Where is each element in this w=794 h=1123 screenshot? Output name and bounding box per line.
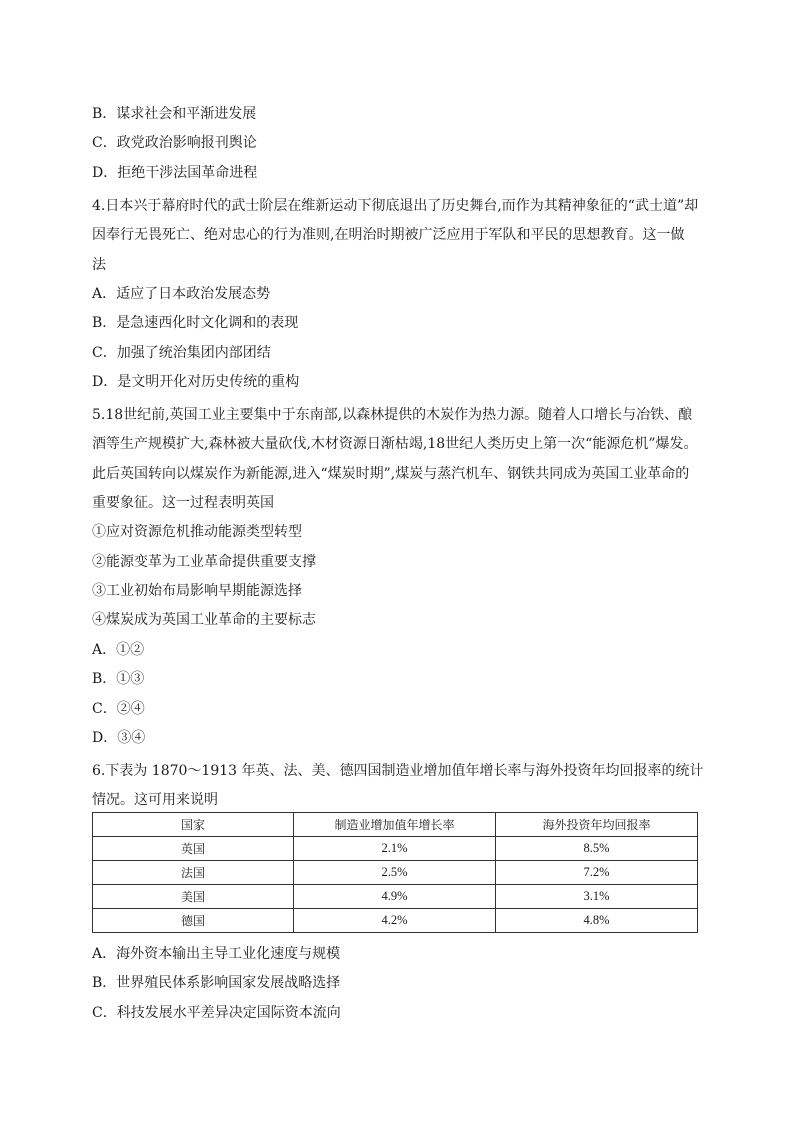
q3-option-b: B．谋求社会和平渐进发展 bbox=[92, 106, 257, 122]
table-row bbox=[93, 885, 698, 909]
q6-option-c: C．科技发展水平差异决定国际资本流向 bbox=[92, 1005, 341, 1021]
q6-option-a: A．海外资本输出主导工业化速度与规模 bbox=[92, 946, 341, 962]
table-row bbox=[93, 861, 698, 885]
q3-option-c: C．政党政治影响报刊舆论 bbox=[92, 135, 257, 151]
growth-cell: 2.1% bbox=[294, 837, 496, 861]
q4-option-a: A．适应了日本政治发展态势 bbox=[92, 286, 271, 302]
return-cell: 3.1% bbox=[496, 885, 698, 909]
table-row bbox=[93, 909, 698, 933]
header-manufacturing-growth: 制造业增加值年增长率 bbox=[294, 813, 496, 837]
q4-stem-line-1: 4.日本兴于幕府时代的武士阶层在维新运动下彻底退出了历史舞台,而作为其精神象征的“武士道”却 bbox=[92, 198, 699, 214]
growth-cell: 4.2% bbox=[294, 909, 496, 933]
q4-option-d: D．是文明开化对历史传统的重构 bbox=[92, 374, 300, 390]
q6-statistics-table bbox=[92, 812, 698, 933]
header-overseas-return: 海外投资年均回报率 bbox=[496, 813, 698, 837]
q6-stem-line-2: 情况。这可用来说明 bbox=[92, 792, 218, 808]
q6-stem-line-1: 6.下表为 1870～1913 年英、法、美、德四国制造业增加值年增长率与海外投资年均回报率的统计 bbox=[92, 763, 704, 779]
q5-statement-1: ①应对资源危机推动能源类型转型 bbox=[92, 524, 302, 540]
q5-stem-line-4: 重要象征。这一过程表明英国 bbox=[92, 495, 274, 511]
q6-option-b: B．世界殖民体系影响国家发展战略选择 bbox=[92, 975, 341, 991]
country-cell: 美国 bbox=[93, 885, 294, 909]
q5-statement-3: ③工业初始布局影响早期能源选择 bbox=[92, 583, 302, 599]
growth-cell: 2.5% bbox=[294, 861, 496, 885]
q4-option-b: B．是急速西化时文化调和的表现 bbox=[92, 315, 299, 331]
country-cell: 英国 bbox=[93, 837, 294, 861]
q5-option-b: B．①③ bbox=[92, 671, 145, 687]
q5-option-d: D．③④ bbox=[92, 730, 146, 746]
header-country: 国家 bbox=[93, 813, 294, 837]
table-row bbox=[93, 837, 698, 861]
table-header-row bbox=[93, 813, 698, 837]
q5-statement-2: ②能源变革为工业革命提供重要支撑 bbox=[92, 554, 316, 570]
growth-cell: 4.9% bbox=[294, 885, 496, 909]
q4-option-c: C．加强了统治集团内部团结 bbox=[92, 345, 271, 361]
q5-stem-line-1: 5.18世纪前,英国工业主要集中于东南部,以森林提供的木炭作为热力源。随着人口增长与冶铁、酿 bbox=[92, 407, 693, 423]
q5-statement-4: ④煤炭成为英国工业革命的主要标志 bbox=[92, 612, 316, 628]
q4-stem-line-3: 法 bbox=[92, 257, 106, 273]
q5-stem-line-3: 此后英国转向以煤炭作为新能源,进入“煤炭时期”,煤炭与蒸汽机车、钢铁共同成为英国工业革命的 bbox=[92, 466, 690, 482]
country-cell: 德国 bbox=[93, 909, 294, 933]
q3-option-d: D．拒绝干涉法国革命进程 bbox=[92, 165, 258, 181]
q5-option-a: A．①② bbox=[92, 642, 145, 658]
return-cell: 4.8% bbox=[496, 909, 698, 933]
return-cell: 7.2% bbox=[496, 861, 698, 885]
q5-option-c: C．②④ bbox=[92, 701, 145, 717]
country-cell: 法国 bbox=[93, 861, 294, 885]
return-cell: 8.5% bbox=[496, 837, 698, 861]
q4-stem-line-2: 因奉行无畏死亡、绝对忠心的行为准则,在明治时期被广泛应用于军队和平民的思想教育。这一做 bbox=[92, 227, 685, 243]
q5-stem-line-2: 酒等生产规模扩大,森林被大量砍伐,木材资源日渐枯竭,18世纪人类历史上第一次“能源危机”爆发。 bbox=[92, 436, 698, 452]
